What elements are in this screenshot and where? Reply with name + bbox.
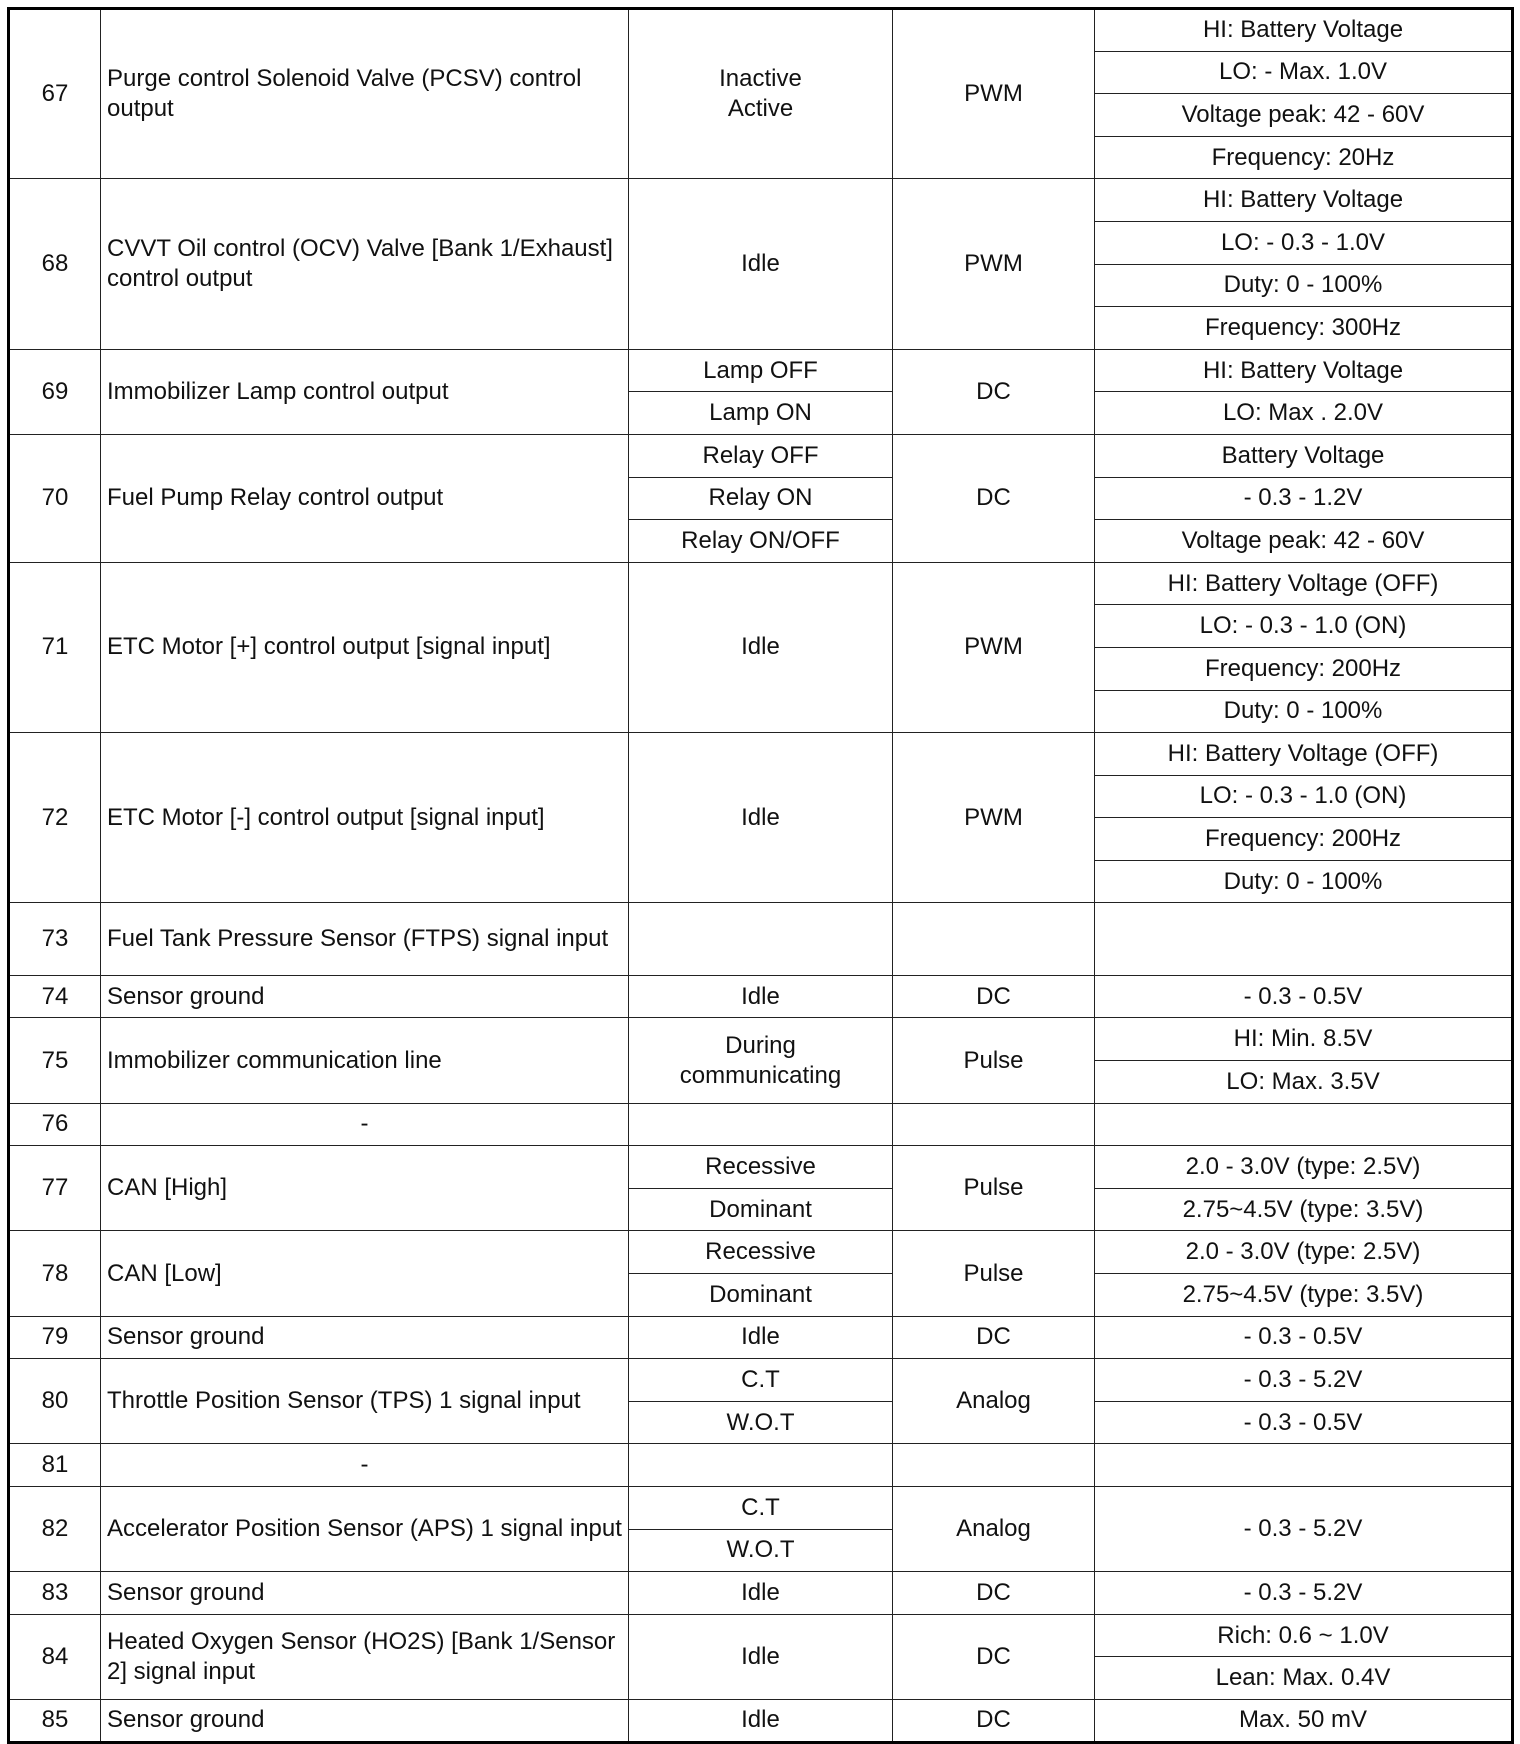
pin-description: -	[101, 1444, 629, 1487]
signal-level: - 0.3 - 5.2V	[1095, 1572, 1513, 1615]
condition-cell: Recessive	[629, 1231, 893, 1274]
pin-description: ETC Motor [-] control output [signal input]	[101, 733, 629, 903]
table-row	[9, 733, 1513, 776]
pin-number: 68	[9, 179, 101, 349]
condition-cell: Lamp ON	[629, 392, 893, 435]
signal-level: LO: - 0.3 - 1.0 (ON)	[1095, 605, 1513, 648]
pin-number: 71	[9, 562, 101, 732]
signal-type: DC	[893, 1614, 1095, 1699]
pin-description: CAN [Low]	[101, 1231, 629, 1316]
signal-level: 2.75~4.5V (type: 3.5V)	[1095, 1188, 1513, 1231]
condition-cell: Relay ON	[629, 477, 893, 520]
signal-level: Rich: 0.6 ~ 1.0V	[1095, 1614, 1513, 1657]
signal-type: Pulse	[893, 1231, 1095, 1316]
table-row	[9, 1699, 1513, 1742]
condition-cell: During communicating	[629, 1018, 893, 1103]
pin-description: Accelerator Position Sensor (APS) 1 signal input	[101, 1487, 629, 1572]
pin-description: Purge control Solenoid Valve (PCSV) control output	[101, 9, 629, 179]
condition-cell: Idle	[629, 1614, 893, 1699]
pin-number: 81	[9, 1444, 101, 1487]
table-row	[9, 1146, 1513, 1189]
signal-level: Frequency: 200Hz	[1095, 818, 1513, 861]
table-row	[9, 1572, 1513, 1615]
signal-level: Lean: Max. 0.4V	[1095, 1657, 1513, 1700]
signal-level: Duty: 0 - 100%	[1095, 860, 1513, 903]
condition-cell: C.T	[629, 1487, 893, 1530]
signal-type: DC	[893, 1316, 1095, 1359]
pin-number: 82	[9, 1487, 101, 1572]
pin-number: 76	[9, 1103, 101, 1146]
signal-level: Frequency: 300Hz	[1095, 307, 1513, 350]
condition-cell: Idle	[629, 733, 893, 903]
pin-number: 85	[9, 1699, 101, 1742]
condition-cell: Lamp OFF	[629, 349, 893, 392]
signal-level: LO: - 0.3 - 1.0 (ON)	[1095, 775, 1513, 818]
signal-level: - 0.3 - 5.2V	[1095, 1487, 1513, 1572]
signal-type: Analog	[893, 1359, 1095, 1444]
condition-cell: Dominant	[629, 1274, 893, 1317]
condition-cell: Relay OFF	[629, 434, 893, 477]
signal-level: - 0.3 - 1.2V	[1095, 477, 1513, 520]
table-row	[9, 562, 1513, 605]
signal-level: 2.75~4.5V (type: 3.5V)	[1095, 1274, 1513, 1317]
pin-number: 67	[9, 9, 101, 179]
signal-level: HI: Battery Voltage	[1095, 349, 1513, 392]
table-body	[9, 9, 1513, 1743]
pin-description: -	[101, 1103, 629, 1146]
signal-type: DC	[893, 349, 1095, 434]
pin-description: Sensor ground	[101, 1699, 629, 1742]
pin-number: 72	[9, 733, 101, 903]
signal-level: - 0.3 - 0.5V	[1095, 975, 1513, 1018]
pin-description: Immobilizer communication line	[101, 1018, 629, 1103]
signal-type: DC	[893, 1699, 1095, 1742]
signal-type: PWM	[893, 179, 1095, 349]
signal-level: LO: Max . 2.0V	[1095, 392, 1513, 435]
table-row	[9, 1018, 1513, 1061]
table-row	[9, 1231, 1513, 1274]
table-row	[9, 349, 1513, 392]
table-row	[9, 179, 1513, 222]
pin-spec-table	[7, 7, 1514, 1744]
signal-level: - 0.3 - 0.5V	[1095, 1401, 1513, 1444]
signal-level: LO: - 0.3 - 1.0V	[1095, 221, 1513, 264]
pin-description: Throttle Position Sensor (TPS) 1 signal input	[101, 1359, 629, 1444]
table-row	[9, 975, 1513, 1018]
pin-number: 83	[9, 1572, 101, 1615]
condition-cell: Inactive Active	[629, 9, 893, 179]
signal-type: DC	[893, 434, 1095, 562]
condition-cell: C.T	[629, 1359, 893, 1402]
signal-level: Duty: 0 - 100%	[1095, 264, 1513, 307]
condition-cell: W.O.T	[629, 1401, 893, 1444]
signal-level: Battery Voltage	[1095, 434, 1513, 477]
signal-level: - 0.3 - 0.5V	[1095, 1316, 1513, 1359]
table-row	[9, 1316, 1513, 1359]
table-row	[9, 1487, 1513, 1530]
signal-level: 2.0 - 3.0V (type: 2.5V)	[1095, 1146, 1513, 1189]
pin-number: 80	[9, 1359, 101, 1444]
signal-level: Max. 50 mV	[1095, 1699, 1513, 1742]
signal-level: HI: Battery Voltage (OFF)	[1095, 562, 1513, 605]
pin-description: Fuel Tank Pressure Sensor (FTPS) signal input	[101, 903, 629, 975]
pin-description: Sensor ground	[101, 975, 629, 1018]
pin-number: 69	[9, 349, 101, 434]
table-row	[9, 1444, 1513, 1487]
pin-description: Immobilizer Lamp control output	[101, 349, 629, 434]
table-row	[9, 1614, 1513, 1657]
pin-number: 75	[9, 1018, 101, 1103]
pin-description: Sensor ground	[101, 1572, 629, 1615]
signal-level	[1095, 1444, 1513, 1487]
table-row	[9, 9, 1513, 52]
signal-type	[893, 1444, 1095, 1487]
condition-cell: Idle	[629, 1316, 893, 1359]
pin-number: 73	[9, 903, 101, 975]
pin-description: CAN [High]	[101, 1146, 629, 1231]
signal-level	[1095, 903, 1513, 975]
signal-type: PWM	[893, 733, 1095, 903]
signal-type	[893, 903, 1095, 975]
pin-number: 79	[9, 1316, 101, 1359]
signal-level: HI: Min. 8.5V	[1095, 1018, 1513, 1061]
signal-level: 2.0 - 3.0V (type: 2.5V)	[1095, 1231, 1513, 1274]
pin-description: Sensor ground	[101, 1316, 629, 1359]
condition-cell: Idle	[629, 179, 893, 349]
signal-level: LO: - Max. 1.0V	[1095, 51, 1513, 94]
signal-type: DC	[893, 1572, 1095, 1615]
signal-level: - 0.3 - 5.2V	[1095, 1359, 1513, 1402]
condition-cell: W.O.T	[629, 1529, 893, 1572]
condition-cell: Idle	[629, 562, 893, 732]
condition-cell	[629, 1103, 893, 1146]
condition-cell: Idle	[629, 1699, 893, 1742]
condition-cell: Recessive	[629, 1146, 893, 1189]
table-row	[9, 1359, 1513, 1402]
table-row	[9, 1103, 1513, 1146]
pin-description: Heated Oxygen Sensor (HO2S) [Bank 1/Sensor 2] signal input	[101, 1614, 629, 1699]
signal-type: Pulse	[893, 1146, 1095, 1231]
condition-cell	[629, 1444, 893, 1487]
signal-level: Voltage peak: 42 - 60V	[1095, 94, 1513, 137]
signal-level	[1095, 1103, 1513, 1146]
condition-cell: Idle	[629, 1572, 893, 1615]
pin-number: 77	[9, 1146, 101, 1231]
signal-type: PWM	[893, 562, 1095, 732]
signal-level: LO: Max. 3.5V	[1095, 1061, 1513, 1104]
signal-level: Frequency: 20Hz	[1095, 136, 1513, 179]
condition-cell: Relay ON/OFF	[629, 520, 893, 563]
pin-number: 74	[9, 975, 101, 1018]
signal-type: DC	[893, 975, 1095, 1018]
signal-type	[893, 1103, 1095, 1146]
signal-level: Voltage peak: 42 - 60V	[1095, 520, 1513, 563]
pin-description: ETC Motor [+] control output [signal input]	[101, 562, 629, 732]
signal-level: Duty: 0 - 100%	[1095, 690, 1513, 733]
signal-type: Analog	[893, 1487, 1095, 1572]
signal-level: HI: Battery Voltage (OFF)	[1095, 733, 1513, 776]
table-row	[9, 903, 1513, 975]
table-row	[9, 434, 1513, 477]
pin-number: 84	[9, 1614, 101, 1699]
pin-description: CVVT Oil control (OCV) Valve [Bank 1/Exhaust] control output	[101, 179, 629, 349]
signal-type: Pulse	[893, 1018, 1095, 1103]
condition-cell: Idle	[629, 975, 893, 1018]
pin-number: 70	[9, 434, 101, 562]
signal-level: HI: Battery Voltage	[1095, 9, 1513, 52]
condition-cell: Dominant	[629, 1188, 893, 1231]
condition-cell	[629, 903, 893, 975]
signal-level: HI: Battery Voltage	[1095, 179, 1513, 222]
signal-level: Frequency: 200Hz	[1095, 647, 1513, 690]
signal-type: PWM	[893, 9, 1095, 179]
pin-number: 78	[9, 1231, 101, 1316]
pin-description: Fuel Pump Relay control output	[101, 434, 629, 562]
